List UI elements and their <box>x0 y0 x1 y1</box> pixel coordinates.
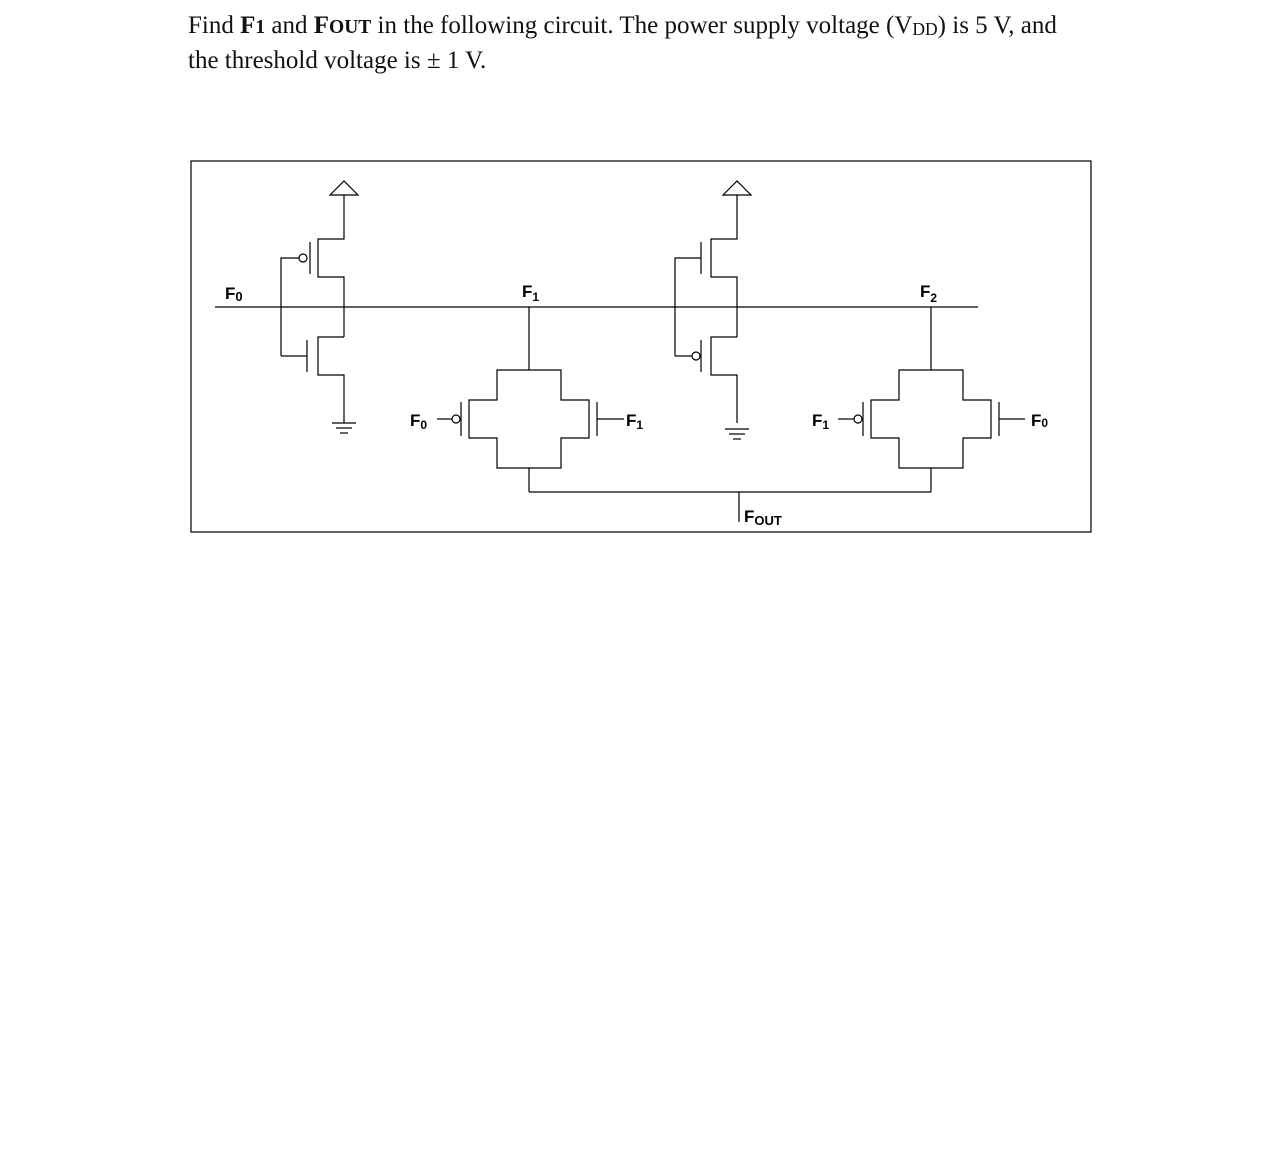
label-f1-node: $F_1$ <box>522 282 540 304</box>
label-fout: FOUT <box>744 507 782 528</box>
question-part2: and <box>265 12 314 39</box>
transmission-gate-2 <box>838 307 1025 492</box>
pmos-1-drain-source <box>318 195 344 337</box>
nmos-2-bubble <box>692 352 700 360</box>
pmos-1-bubble <box>299 254 307 262</box>
tg1-body <box>469 370 589 468</box>
f1-symbol: F1 <box>240 12 266 39</box>
question-part5: 1 V. <box>440 46 487 74</box>
label-f2-node: $F_2$ <box>920 282 938 305</box>
vdd-symbol-1 <box>330 181 358 195</box>
label-tg2-pgate: F1 <box>812 411 830 432</box>
circuit-frame <box>191 161 1091 532</box>
inverter-2 <box>675 181 751 439</box>
transmission-gate-1 <box>437 307 624 492</box>
pmos-2-drain-source <box>711 195 737 337</box>
label-tg2-ngate: F0 <box>1031 411 1049 430</box>
fout-symbol: FOUT <box>313 12 372 39</box>
tg2-pgate-bubble <box>854 415 862 423</box>
label-tg1-pgate: F0 <box>410 411 428 432</box>
nmos-1-drain-source <box>318 337 344 423</box>
tg1-pgate-bubble <box>452 415 460 423</box>
question-part4: ) is 5 V, and the threshold voltage is <box>188 12 1057 74</box>
vdd-subscript: DD <box>912 18 938 39</box>
vdd-symbol-2 <box>723 181 751 195</box>
label-tg1-ngate: F1 <box>626 411 644 432</box>
plus-minus-sign: ± <box>426 46 441 74</box>
question-part3: in the following circuit. The power supply voltage (V <box>371 12 913 39</box>
tg2-body <box>871 370 991 468</box>
question-part1: Find <box>188 12 241 39</box>
nmos-2-drain-source <box>711 337 737 423</box>
label-f0-input: F0 <box>225 284 243 304</box>
